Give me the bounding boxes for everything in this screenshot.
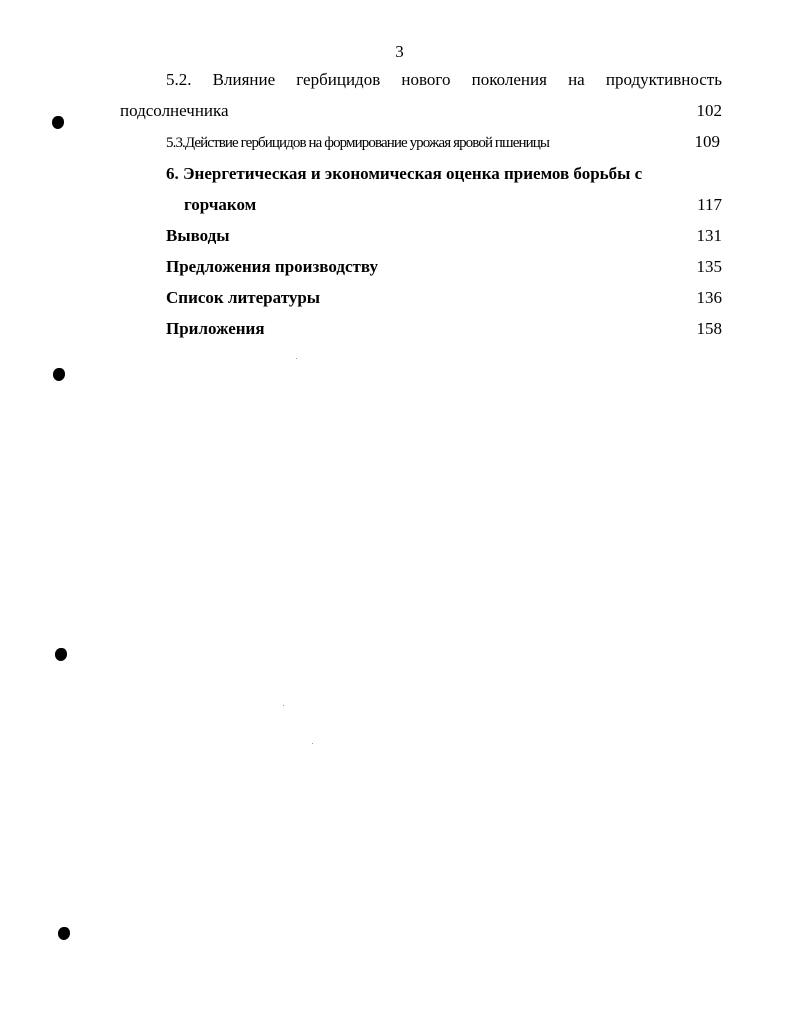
toc-entry-5-3-page: 109 <box>694 132 720 151</box>
toc-references-page: 136 <box>696 288 722 307</box>
toc-entry-6-line1: 6. Энергетическая и экономическая оценка приемов борьбы с <box>166 164 643 183</box>
toc-entry-5-3-text: 5.3.Действие гербицидов на формирование урожая яровой пшеницы <box>166 135 550 151</box>
scan-speck <box>296 358 297 359</box>
toc-proposals-text: Предложения производству <box>166 257 378 276</box>
toc-references-text: Список литературы <box>166 288 321 307</box>
binder-hole-mark <box>55 648 67 661</box>
binder-hole-mark <box>52 116 64 129</box>
toc-entry-6-page: 117 <box>697 195 722 214</box>
toc-conclusions-page: 131 <box>696 226 722 245</box>
binder-hole-mark <box>53 368 65 381</box>
toc-conclusions-text: Выводы <box>166 226 230 245</box>
toc-proposals-page: 135 <box>696 257 722 276</box>
toc-appendices-page: 158 <box>696 319 722 338</box>
toc-entry-5-2-line2: подсолнечника <box>120 101 229 120</box>
toc-appendices-text: Приложения <box>166 319 265 338</box>
page-number: 3 <box>395 42 404 61</box>
toc-entry-6-line2: горчаком <box>184 195 257 214</box>
scan-speck <box>283 705 284 706</box>
scan-speck <box>312 743 313 744</box>
toc-entry-5-2-page: 102 <box>696 101 722 120</box>
toc-entry-5-2-line1: 5.2. Влияние гербицидов нового поколения на продуктивность <box>166 70 722 89</box>
binder-hole-mark <box>58 927 70 940</box>
